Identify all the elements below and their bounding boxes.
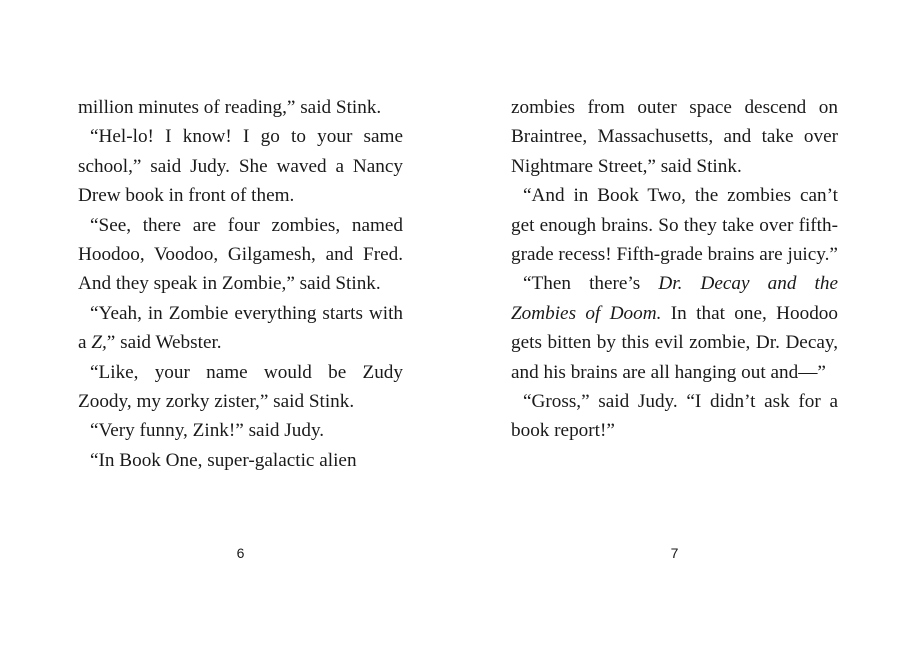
italic-text: Z, bbox=[91, 332, 107, 354]
paragraph: zombies from outer space descend on Braintree, Massachusetts, and take over Nightmare Street,” said Stink. bbox=[511, 97, 838, 177]
paragraph: “And in Book Two, the zombies can’t get enough brains. So they take over fifth-grade recess! Fifth-grade brains are juicy.” bbox=[511, 185, 838, 266]
paragraph: “Very funny, Zink!” said Judy. bbox=[90, 420, 325, 442]
paragraph bbox=[511, 269, 838, 387]
right-page-text bbox=[511, 93, 838, 446]
paragraph-text: ” said Webster. bbox=[106, 332, 222, 354]
paragraph: “See, there are four zombies, named Hoodoo, Voodoo, Gilgamesh, and Fred. And they speak in Zombie,” said Stink. bbox=[78, 214, 403, 295]
paragraph-text: “Then there’s bbox=[523, 273, 659, 295]
italic-book-title: Dr. Decay and the Zombies of Doom. bbox=[511, 273, 839, 324]
paragraph: “Gross,” said Judy. “I didn’t ask for a book report!” bbox=[511, 391, 838, 442]
page-number: 7 bbox=[670, 545, 679, 561]
right-page bbox=[511, 0, 838, 654]
paragraph bbox=[78, 299, 403, 358]
paragraph: million minutes of reading,” said Stink. bbox=[78, 97, 382, 118]
paragraph-text: “Yeah, in Zombie everything starts with a bbox=[78, 302, 403, 354]
paragraph: “Like, your name would be Zudy Zoody, my zorky zister,” said Stink. bbox=[78, 361, 403, 413]
paragraph: “Hel-lo! I know! I go to your same school,” said Judy. She waved a Nancy Drew book in front of them. bbox=[78, 126, 403, 207]
page-number: 6 bbox=[236, 545, 245, 561]
paragraph: “In Book One, super-galactic alien bbox=[90, 449, 357, 471]
left-page-text bbox=[78, 93, 403, 475]
paragraph-text: In that one, Hoodoo gets bitten by this evil zombie, Dr. Decay, and his brains are all hanging out and—” bbox=[511, 302, 838, 383]
left-page bbox=[78, 0, 403, 654]
